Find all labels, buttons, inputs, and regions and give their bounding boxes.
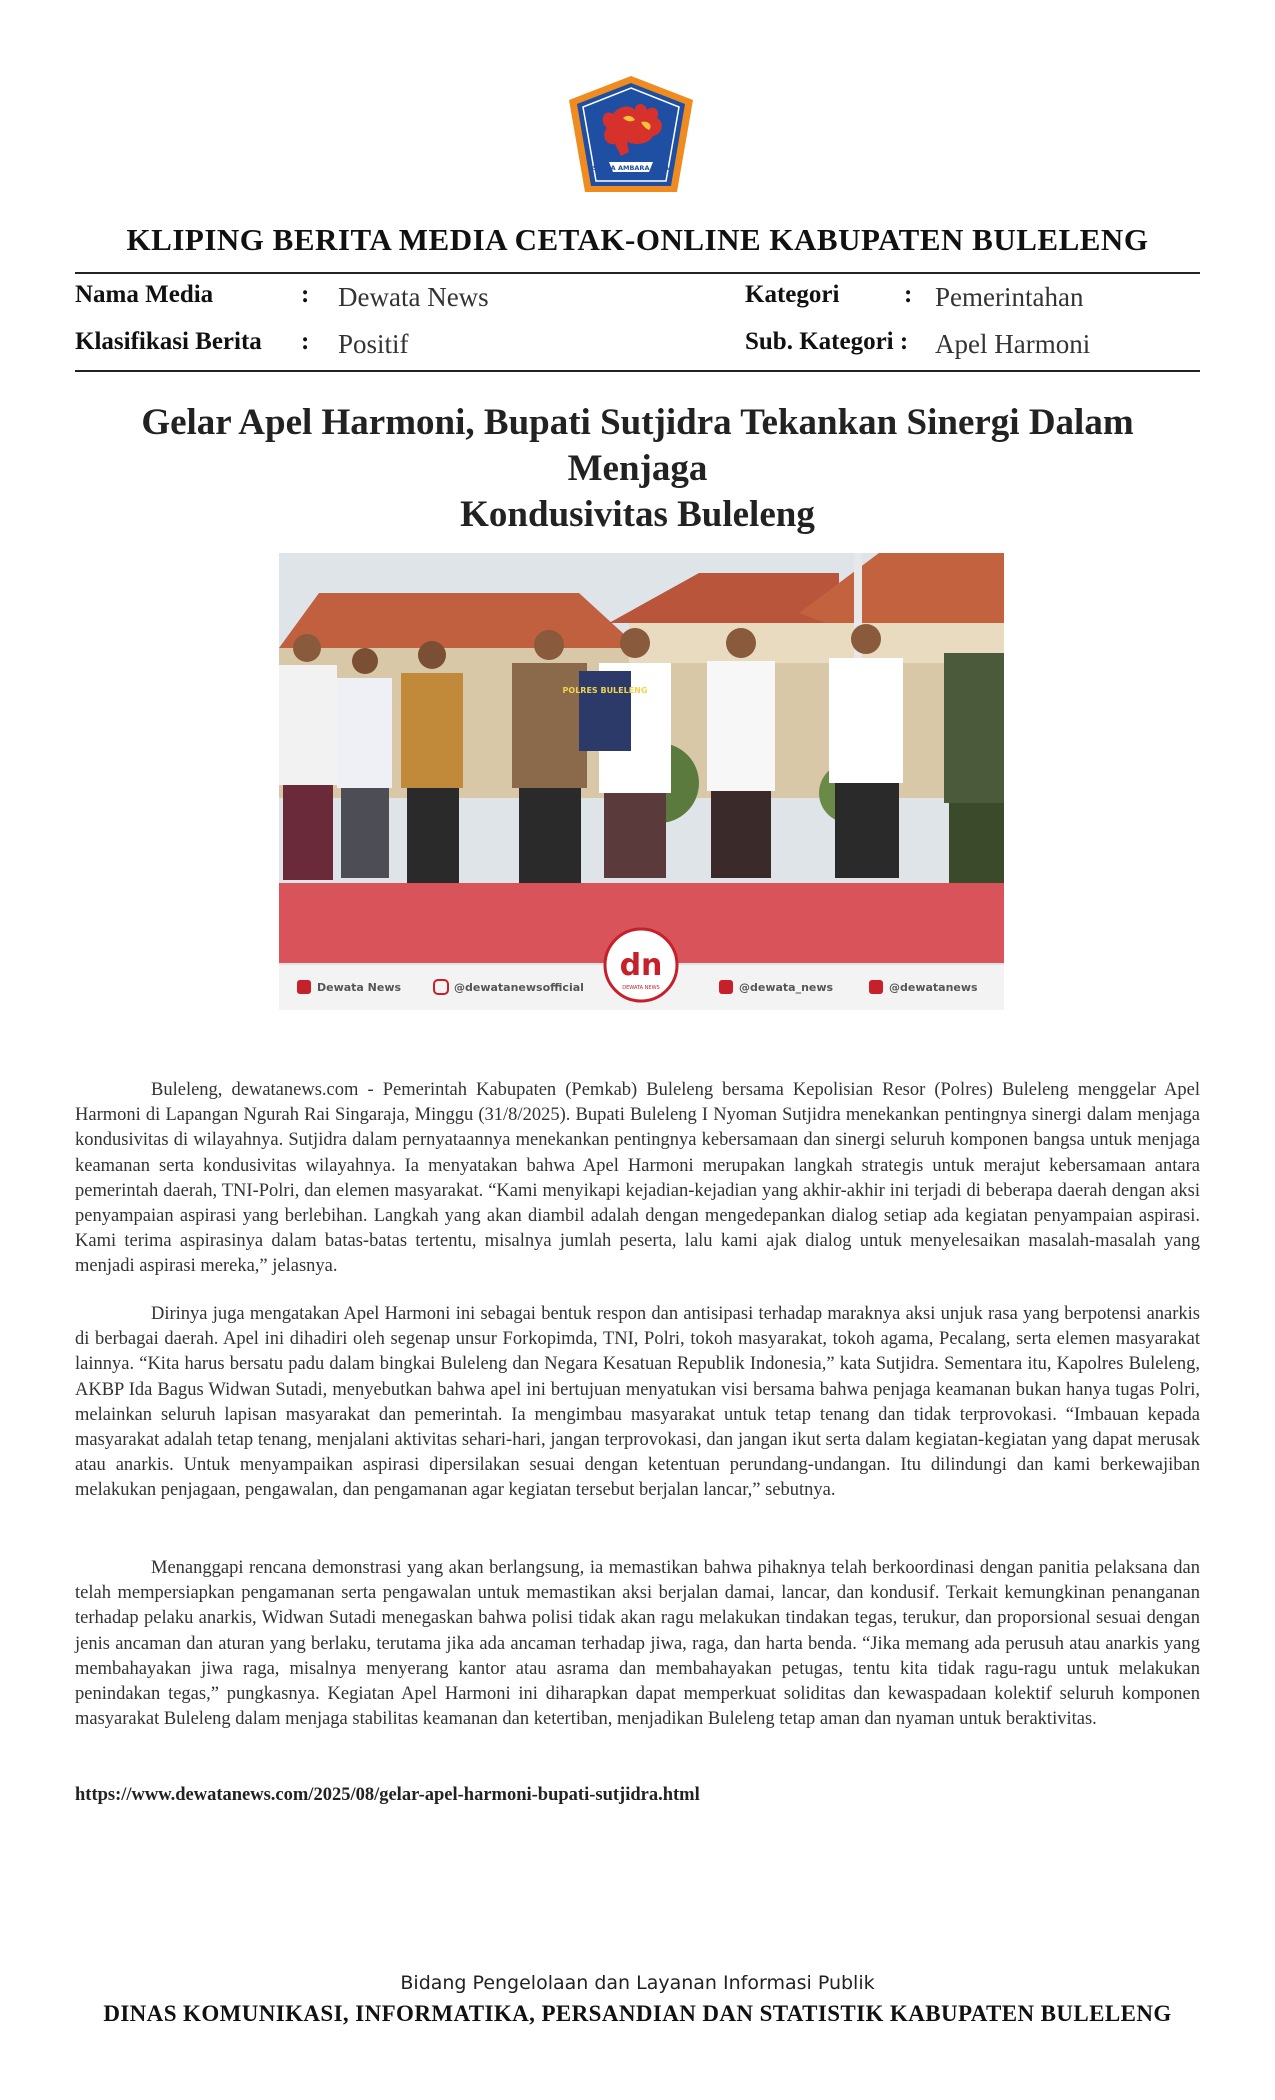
sub-kategori-value: Apel Harmoni xyxy=(935,329,1091,359)
kliping-title: KLIPING BERITA MEDIA CETAK-ONLINE KABUPATEN BULELENG xyxy=(126,222,1149,257)
footer-division: Bidang Pengelolaan dan Layanan Informasi Publik xyxy=(400,1972,875,1994)
twitter-icon xyxy=(719,980,733,994)
regency-logo xyxy=(565,74,697,198)
article-photo xyxy=(279,553,1004,1010)
nama-media-value: Dewata News xyxy=(338,282,489,312)
logo-emblem xyxy=(565,74,697,198)
headline-line-2: Kondusivitas Buleleng xyxy=(460,494,815,535)
article-paragraph: Menanggapi rencana demonstrasi yang akan berlangsung, ia memastikan bahwa pihaknya telah berkoordinasi dengan panitia pelaksana dan telah mempersiapkan pengamanan serta pengawalan untuk memastikan aksi berjalan damai, lancar, dan kondusif. Terkait kemungkinan penanganan terhadap pelaku anarkis, Widwan Sutadi menegaskan bahwa polisi tidak akan ragu melakukan tindakan tegas, terukur, dan proporsional sesuai dengan jenis ancaman dan aturan yang berlaku, terutama jika ada ancaman terhadap jiwa, raga, dan harta benda. “Jika memang ada perusuh atau anarkis yang membahayakan jiwa raga, misalnya menyerang kantor atau asrama dan membahayakan petugas, tentu kita tidak ragu-ragu untuk melakukan penindakan tegas,” pungkasnya. Kegiatan Apel Harmoni ini diharapkan dapat memperkuat soliditas dan kewaspadaan kolektif seluruh komponen masyarakat Buleleng dalam menjaga stabilitas keamanan dan ketertiban, menjadikan Buleleng tetap aman dan nyaman untuk beraktivitas. xyxy=(75,1558,1200,1730)
social-facebook-label: Dewata News xyxy=(317,981,402,994)
nama-media-colon: : xyxy=(301,281,310,308)
header-rule-top xyxy=(75,272,1200,274)
article-headline xyxy=(70,400,1205,538)
social-instagram-label: @dewatanewsofficial xyxy=(454,981,584,994)
tiktok-icon xyxy=(869,980,883,994)
facebook-icon xyxy=(297,980,311,994)
sub-kategori-label: Sub. Kategori : xyxy=(745,328,909,355)
social-tiktok-label: @dewatanews xyxy=(889,981,978,994)
klasifikasi-label: Klasifikasi Berita xyxy=(75,328,262,355)
header-rule-bottom xyxy=(75,370,1200,372)
kategori-colon: : xyxy=(904,281,913,308)
kategori-value: Pemerintahan xyxy=(935,282,1084,312)
nama-media-label: Nama Media xyxy=(75,281,214,308)
source-url[interactable]: https://www.dewatanews.com/2025/08/gelar-apel-harmoni-bupati-sutjidra.html xyxy=(75,1785,700,1805)
watermark-sub: DEWATA NEWS xyxy=(622,985,660,991)
kategori-label: Kategori xyxy=(745,281,840,308)
headline-line-1: Gelar Apel Harmoni, Bupati Sutjidra Tekankan Sinergi Dalam Menjaga xyxy=(141,402,1134,489)
article-paragraph: Buleleng, dewatanews.com - Pemerintah Kabupaten (Pemkab) Buleleng bersama Kepolisian Resor (Polres) Buleleng menggelar Apel Harmoni di Lapangan Ngurah Rai Singaraja, Minggu (31/8/2025). Bupati Buleleng I Nyoman Sutjidra menekankan pentingnya sinergi dalam menjaga kondusivitas di wilayahnya. Sutjidra dalam pernyataannya menekankan pentingnya kebersamaan dan sinergi seluruh komponen bangsa untuk menjaga keamanan serta kondusivitas wilayahnya. Ia menyatakan bahwa Apel Harmoni merupakan langkah strategis untuk merajut kebersamaan antara pemerintah daerah, TNI-Polri, dan elemen masyarakat. “Kami menyikapi kejadian-kejadian yang akhir-akhir ini terjadi di beberapa daerah dengan aksi penyampaian aspirasi yang berlebihan. Langkah yang akan diambil adalah dengan mengedepankan dialog setiap ada kegiatan penyampaian aspirasi. Kami terima aspirasinya dalam batas-batas tertentu, misalnya jumlah peserta, lalu kami ajak dialog untuk menyelesaikan masalah-masalah yang menjadi aspirasi mereka,” jelasnya. xyxy=(75,1080,1200,1277)
klasifikasi-value: Positif xyxy=(338,329,409,359)
klasifikasi-colon: : xyxy=(301,328,310,355)
photo-banner-text: POLRES BULELENG xyxy=(562,686,648,695)
logo-motto: SINGA AMBARA RAJA xyxy=(592,164,670,172)
footer-agency: DINAS KOMUNIKASI, INFORMATIKA, PERSANDIAN DAN STATISTIK KABUPATEN BULELENG xyxy=(103,2001,1172,2026)
watermark-logo: dn xyxy=(619,948,663,983)
social-twitter-label: @dewata_news xyxy=(739,981,834,994)
article-paragraph: Dirinya juga mengatakan Apel Harmoni ini sebagai bentuk respon dan antisipasi terhadap maraknya aksi unjuk rasa yang berpotensi anarkis di berbagai daerah. Apel ini dihadiri oleh segenap unsur Forkopimda, TNI, Polri, tokoh masyarakat, tokoh agama, Pecalang, serta elemen masyarakat lainnya. “Kita harus bersatu padu dalam bingkai Buleleng dan Negara Kesatuan Republik Indonesia,” kata Sutjidra. Sementara itu, Kapolres Buleleng, AKBP Ida Bagus Widwan Sutadi, menyebutkan bahwa apel ini bertujuan menyatukan visi bersama bahwa penjaga keamanan bukan hanya tugas Polri, melainkan seluruh lapisan masyarakat dan pemerintah. Ia mengimbau masyarakat untuk tetap tenang dan tidak terprovokasi. “Imbauan kepada masyarakat adalah tetap tenang, menjalani aktivitas sehari-hari, jangan terprovokasi, dan jangan ikut serta dalam kegiatan-kegiatan yang dapat merusak atau anarkis. Untuk menyampaikan aspirasi dipersilakan sesuai dengan ketentuan perundang-undangan. Itu dilindungi dan kami berkewajiban melakukan penjagaan, pengawalan, dan pengamanan agar kegiatan tersebut berjalan lancar,” sebutnya. xyxy=(75,1304,1200,1501)
